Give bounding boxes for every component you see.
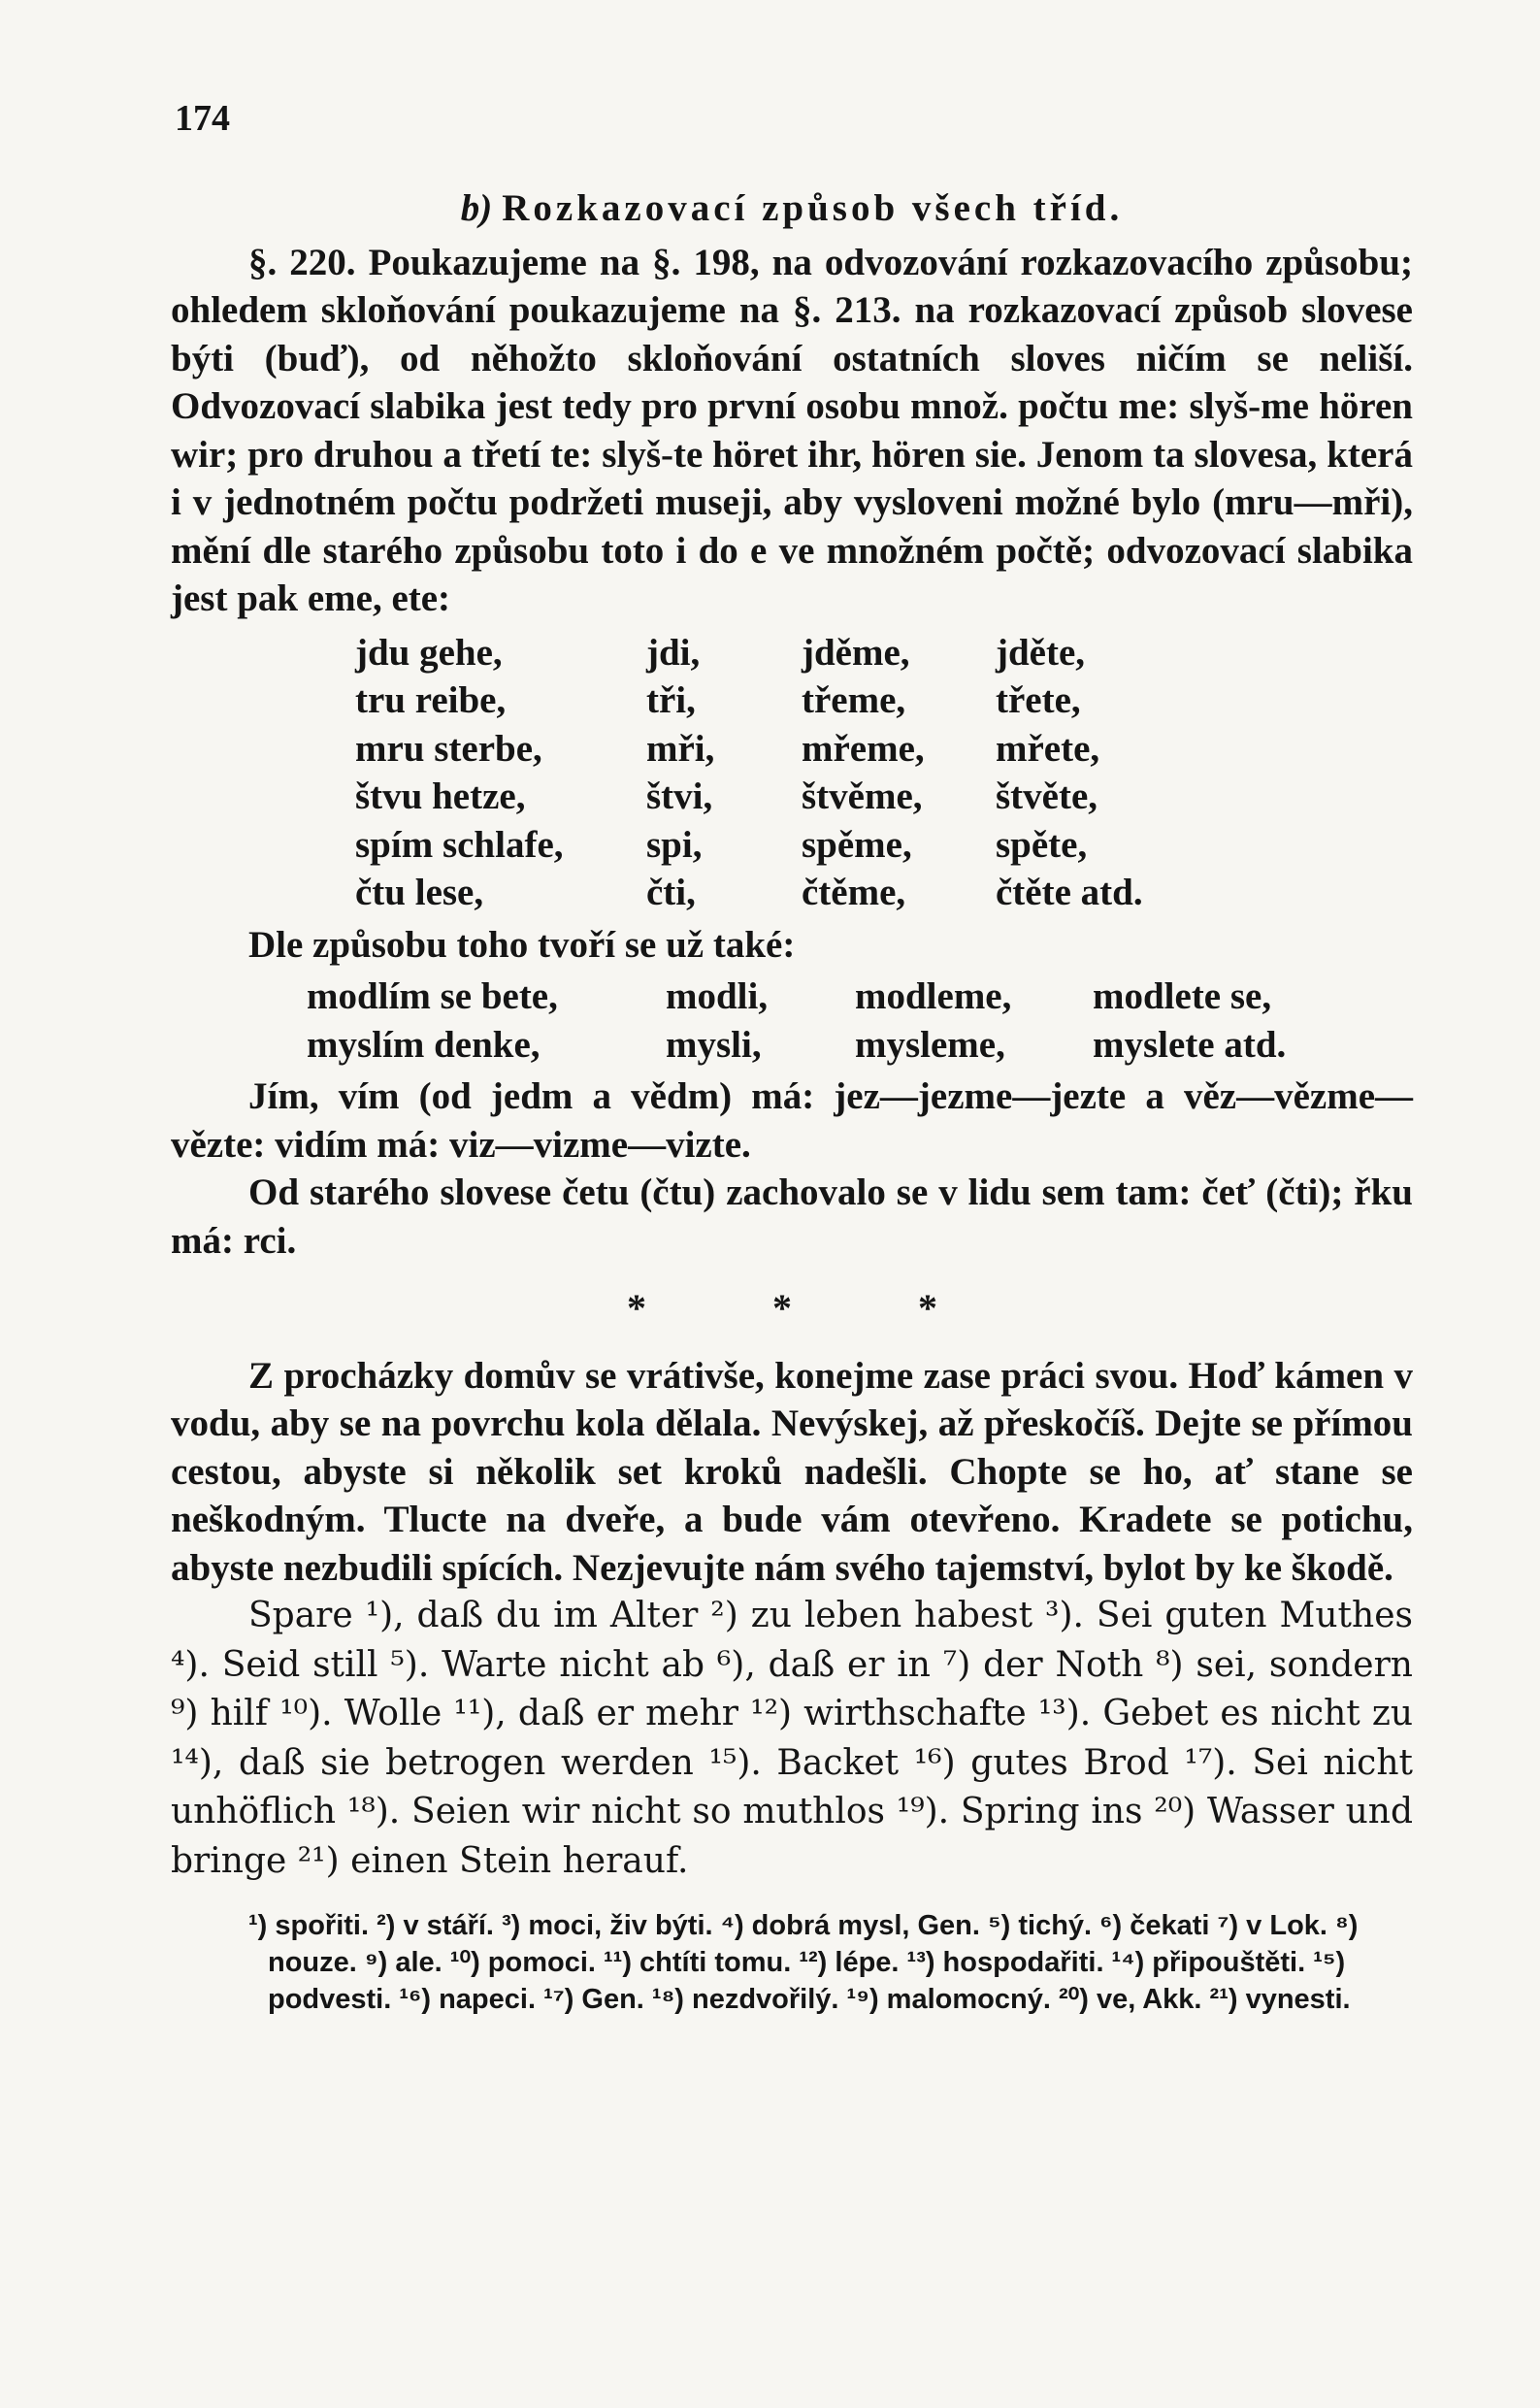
imperative-2pl: třete, xyxy=(996,679,1081,721)
imperative-2pl: spěte, xyxy=(996,823,1088,866)
imperative-sg: mři, xyxy=(646,727,715,770)
paradigm-row xyxy=(355,869,1413,917)
verb-form: jdu gehe, xyxy=(355,631,503,674)
imperative-1pl: mysleme, xyxy=(855,1023,1005,1066)
verb-form: štvu hetze, xyxy=(355,775,526,817)
paradigm-row xyxy=(355,676,1413,725)
imperative-2pl: modlete se, xyxy=(1093,975,1272,1017)
section-heading xyxy=(171,184,1413,233)
imperative-sg: tři, xyxy=(646,679,696,721)
imperative-1pl: spěme, xyxy=(802,823,912,866)
exercise-german: Spare ¹), daß du im Alter ²) zu leben habest ³). Sei guten Muthes ⁴). Seid still ⁵). Warte nicht ab ⁶), daß er in ⁷) der Noth ⁸) sei, sondern ⁹) hilf ¹⁰). Wolle ¹¹), daß er mehr ¹²) wirthschafte ¹³). Gebet es nicht zu ¹⁴), daß sie betrogen werden ¹⁵). Backet ¹⁶) gutes Brod ¹⁷). Sei nicht unhöflich ¹⁸). Seien wir nicht so muthlos ¹⁹). Spring ins ²⁰) Wasser und bringe ²¹) einen Stein herauf. xyxy=(171,1596,1413,1881)
page-number: 174 xyxy=(175,98,230,139)
imperative-1pl: jděme, xyxy=(802,631,910,674)
heading-label: b) xyxy=(460,187,493,229)
paragraph-jim-vim: Jím, vím (od jedm a vědm) má: jez—jezme—jezte a věz—vězme—vězte: vidím má: viz—vizme—vizte. xyxy=(171,1075,1413,1166)
imperative-2pl: mřete, xyxy=(996,727,1100,770)
footnotes xyxy=(171,1907,1413,2018)
paradigm-row xyxy=(307,1021,1413,1070)
footnote-text: ¹) spořiti. ²) v stáří. ³) moci, živ býti. ⁴) dobrá mysl, Gen. ⁵) tichý. ⁶) čekati ⁷) v Lok. ⁸) nouze. ⁹) ale. ¹⁰) pomoci. ¹¹) chtíti tomu. ¹²) lépe. ¹³) hospodařiti. ¹⁴) připouštěti. ¹⁵) podvesti. ¹⁶) napeci. ¹⁷) Gen. ¹⁸) nezdvořilý. ¹⁹) malomocný. ²⁰) ve, Akk. ²¹) vynesti. xyxy=(248,1910,1359,2015)
imperative-sg: jdi, xyxy=(646,631,701,674)
paradigm-row xyxy=(355,629,1413,677)
paradigm-row xyxy=(355,821,1413,870)
imperative-sg: štvi, xyxy=(646,775,713,817)
paradigm-row xyxy=(355,725,1413,774)
verb-form: mru sterbe, xyxy=(355,727,542,770)
verb-form: myslím denke, xyxy=(307,1023,541,1066)
paragraph-method: Dle způsobu toho tvoří se už také: xyxy=(248,923,796,966)
paradigm-row xyxy=(307,973,1413,1021)
imperative-sg: spi, xyxy=(646,823,703,866)
imperative-sg: mysli, xyxy=(666,1023,762,1066)
heading-title: Rozkazovací způsob všech tříd. xyxy=(502,187,1124,229)
imperative-2pl: myslete atd. xyxy=(1093,1023,1287,1066)
paradigm-table-1 xyxy=(355,629,1413,917)
imperative-1pl: modleme, xyxy=(855,975,1012,1017)
imperative-2pl: štvěte, xyxy=(996,775,1098,817)
verb-form: modlím se bete, xyxy=(307,975,558,1017)
paragraph-220: §. 220. Poukazujeme na §. 198, na odvozování rozkazovacího způsobu; ohledem skloňování poukazujeme na §. 213. na rozkazovací způsob slovese býti (buď), od něhožto skloňování ostatních sloves ničím se neliší. Odvozovací slabika jest tedy pro první osobu množ. počtu me: slyš-me hören wir; pro druhou a třetí te: slyš-te höret ihr, hören sie. Jenom ta slovesa, která i v jednotném počtu podržeti museji, aby vysloveni možné bylo (mru—mři), mění dle starého způsobu toto i do e ve množném počtě; odvozovací slabika jest pak eme, ete: xyxy=(171,241,1413,619)
imperative-1pl: třeme, xyxy=(802,679,906,721)
section-separator: * * * xyxy=(627,1286,996,1330)
imperative-1pl: štvěme, xyxy=(802,775,923,817)
verb-form: spím schlafe, xyxy=(355,823,564,866)
imperative-1pl: čtěme, xyxy=(802,872,906,913)
verb-form: tru reibe, xyxy=(355,679,507,721)
imperative-2pl: jděte, xyxy=(996,631,1086,674)
page-content xyxy=(171,184,1413,2018)
imperative-sg: modli, xyxy=(666,975,769,1017)
paradigm-row xyxy=(355,773,1413,821)
verb-form: čtu lese, xyxy=(355,872,484,913)
imperative-sg: čti, xyxy=(646,872,696,913)
paradigm-table-2 xyxy=(307,973,1413,1069)
imperative-2pl: čtěte atd. xyxy=(996,872,1143,913)
paragraph-cetu: Od starého slovese četu (čtu) zachovalo se v lidu sem tam: čeť (čti); řku má: rci. xyxy=(171,1171,1413,1262)
exercise-czech: Z procházky domův se vrátivše, konejme zase práci svou. Hoď kámen v vodu, aby se na povrchu kola dělala. Nevýskej, až přeskočíš. Dejte se přímou cestou, abyste si několik set kroků nadešli. Chopte se ho, ať stane se neškodným. Tlucte na dveře, a bude vám otevřeno. Kradete se potichu, abyste nezbudili spících. Nezjevujte nám svého tajemství, bylot by ke škodě. xyxy=(171,1354,1413,1589)
imperative-1pl: mřeme, xyxy=(802,727,925,770)
